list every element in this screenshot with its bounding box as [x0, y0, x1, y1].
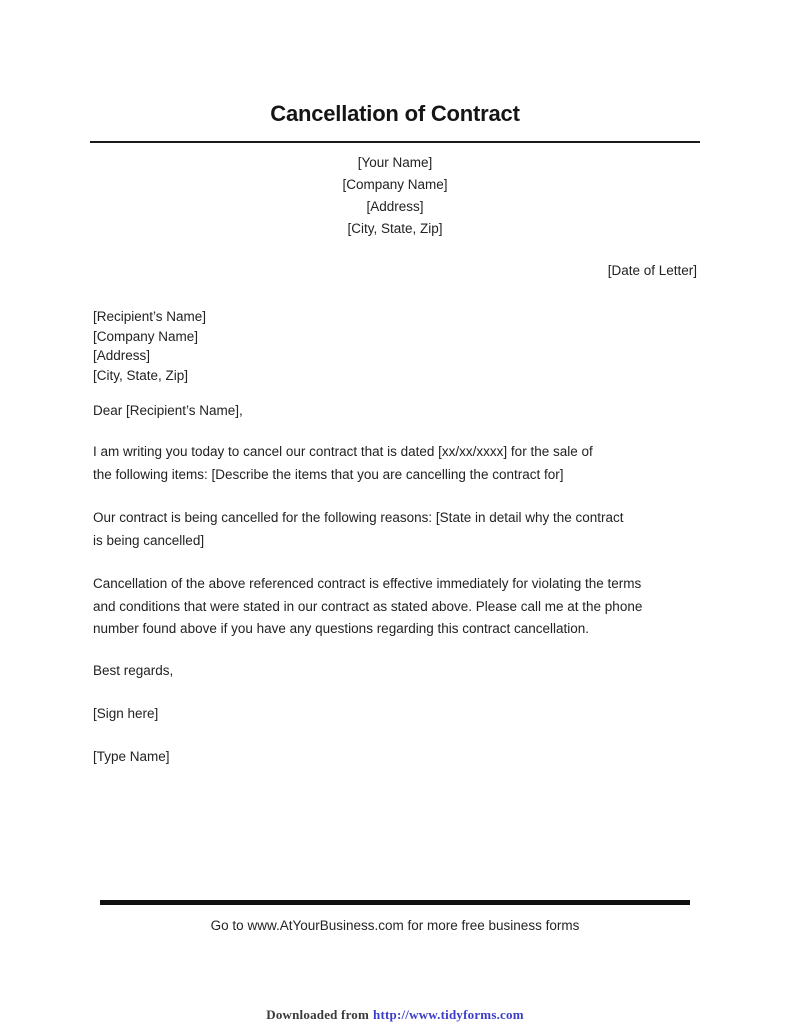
body-paragraph-3	[93, 573, 642, 641]
sender-name: [Your Name]	[357, 155, 433, 170]
paragraph-line: Our contract is being cancelled for the following reasons: [State in detail why the contract	[93, 510, 624, 525]
body-paragraph-2	[93, 507, 624, 552]
recipient-block	[93, 307, 206, 385]
recipient-company: [Company Name]	[93, 328, 199, 344]
paragraph-line: and conditions that were stated in our contract as stated above. Please call me at the phone	[93, 598, 643, 614]
page-title: Cancellation of Contract	[270, 101, 520, 126]
title-divider	[90, 141, 700, 143]
paragraph-line: I am writing you today to cancel our contract that is dated [xx/xx/xxxx] for the sale of	[93, 444, 593, 459]
sender-block	[0, 152, 790, 240]
promo-line: Go to www.AtYourBusiness.com for more free business forms	[210, 918, 580, 933]
recipient-city-state-zip: [City, State, Zip]	[93, 367, 189, 383]
body-paragraph-1	[93, 441, 593, 486]
footer-divider	[100, 900, 690, 905]
date-line: [Date of Letter]	[607, 263, 697, 278]
download-footer	[0, 1007, 790, 1023]
paragraph-line: the following items: [Describe the items that you are cancelling the contract for]	[93, 466, 564, 482]
paragraph-line: number found above if you have any questions regarding this contract cancellation.	[93, 621, 590, 636]
closing: Best regards,	[93, 663, 174, 678]
paragraph-line: Cancellation of the above referenced contract is effective immediately for violating the terms	[93, 576, 642, 591]
sender-company: [Company Name]	[342, 177, 448, 192]
typed-name-placeholder: [Type Name]	[93, 749, 170, 764]
sender-city-state-zip: [City, State, Zip]	[347, 221, 443, 236]
salutation: Dear [Recipient’s Name],	[93, 403, 243, 418]
sender-address: [Address]	[366, 199, 424, 214]
recipient-name: [Recipient’s Name]	[93, 309, 207, 324]
download-footer-text: Downloaded from	[266, 1007, 370, 1022]
recipient-address: [Address]	[93, 348, 151, 363]
tidyforms-link[interactable]: http://www.tidyforms.com	[373, 1007, 524, 1022]
paragraph-line: is being cancelled]	[93, 532, 205, 548]
signature-placeholder: [Sign here]	[93, 706, 159, 721]
